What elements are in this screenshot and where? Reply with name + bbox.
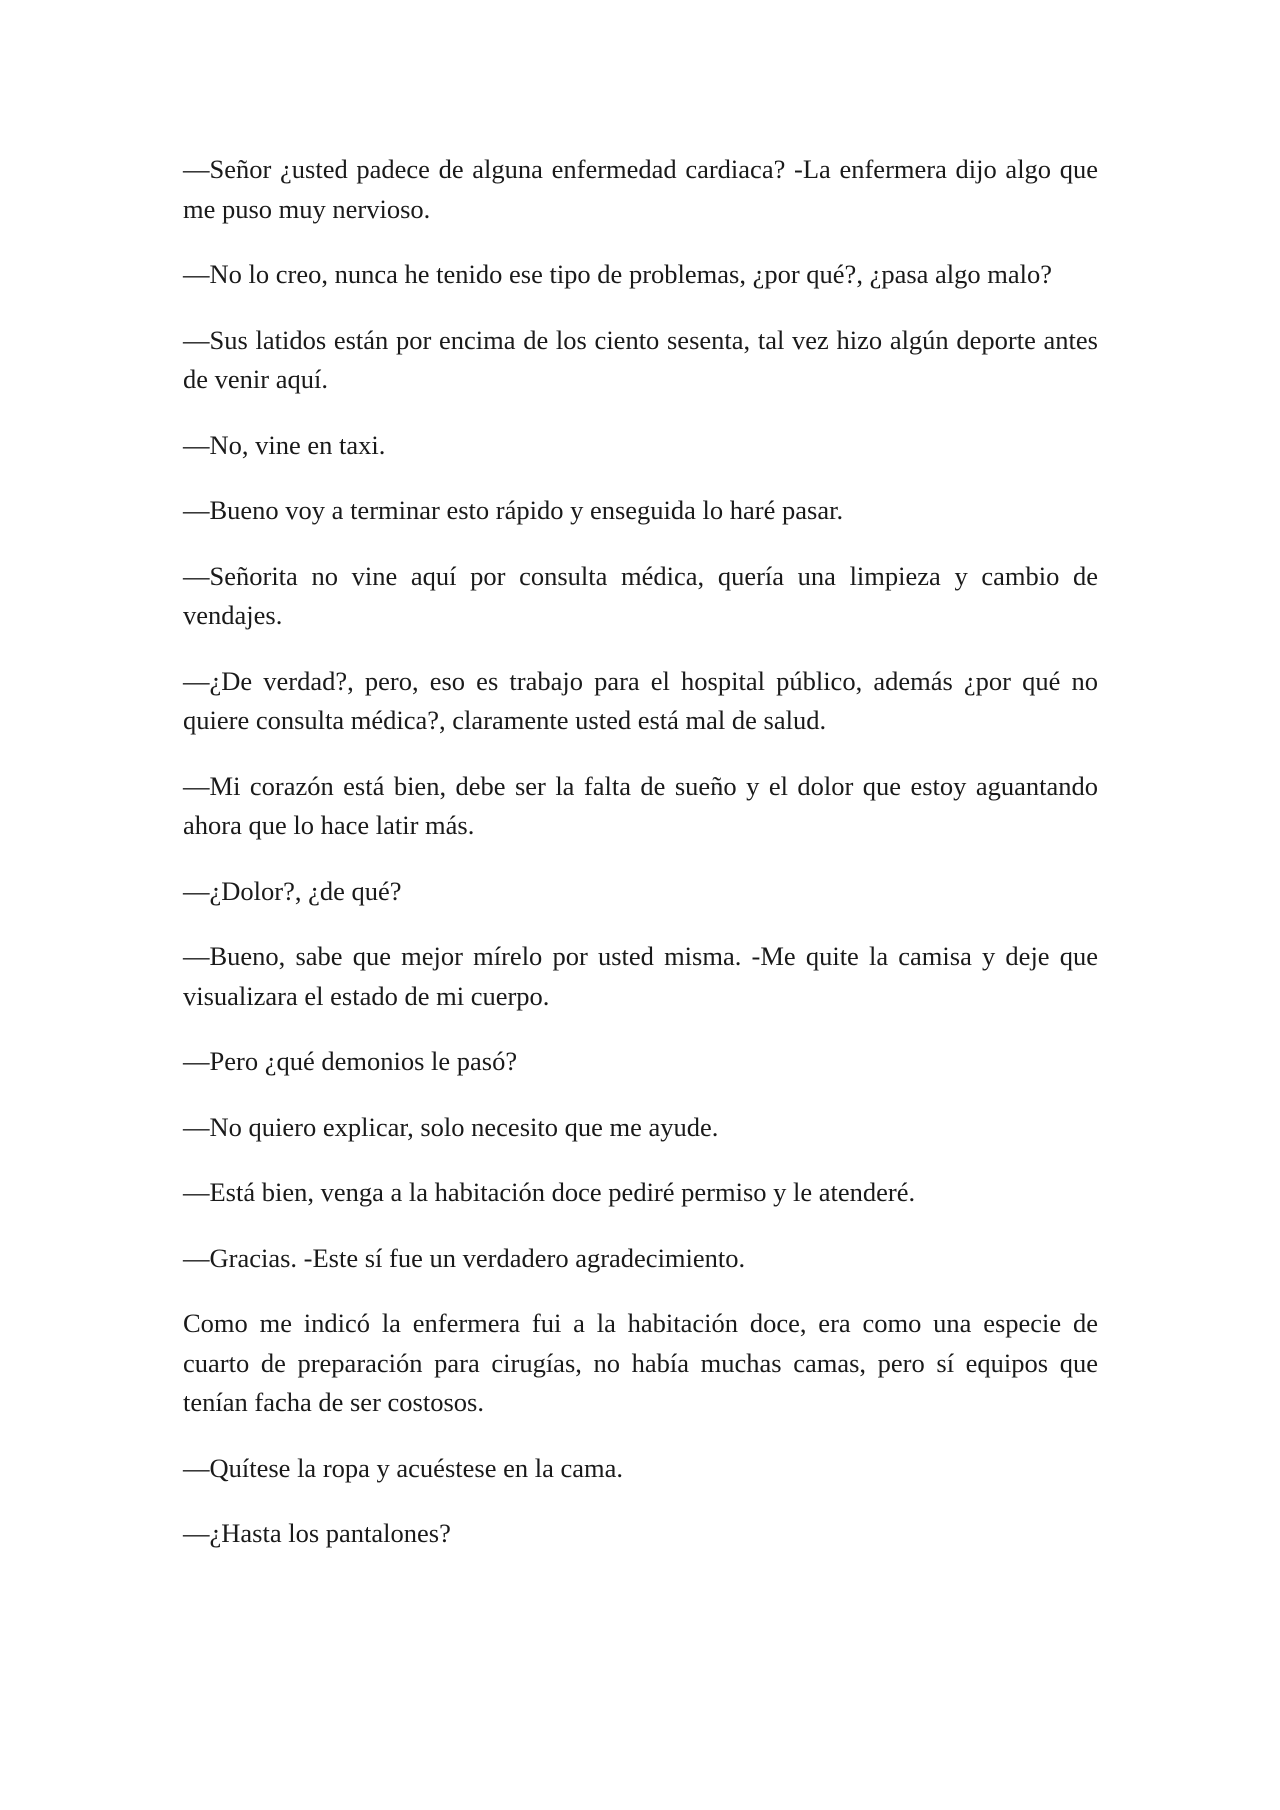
paragraph: —Señor ¿usted padece de alguna enfermedad cardiaca? -La enfermera dijo algo que me puso muy nervioso. [183, 154, 1098, 224]
paragraph: —No lo creo, nunca he tenido ese tipo de problemas, ¿por qué?, ¿pasa algo malo? [183, 259, 1053, 289]
paragraph: —Bueno voy a terminar esto rápido y enseguida lo haré pasar. [183, 495, 844, 525]
paragraph: —Señorita no vine aquí por consulta médica, quería una limpieza y cambio de vendajes. [183, 560, 1098, 630]
paragraph: —Está bien, venga a la habitación doce pediré permiso y le atenderé. [183, 1177, 916, 1207]
paragraph: —Sus latidos están por encima de los ciento sesenta, tal vez hizo algún deporte antes de venir aquí. [183, 324, 1098, 394]
paragraph: —No quiero explicar, solo necesito que me ayude. [183, 1111, 719, 1142]
paragraph: —No, vine en taxi. [183, 429, 386, 460]
paragraph: —¿Dolor?, ¿de qué? [183, 875, 402, 906]
paragraph: —Mi corazón está bien, debe ser la falta de sueño y el dolor que estoy aguantando ahora que lo hace latir más. [183, 770, 1098, 840]
paragraph: Como me indicó la enfermera fui a la habitación doce, era como una especie de cuarto de preparación para cirugías, no había muchas camas, pero sí equipos que tenían facha de ser costosos. [183, 1308, 1098, 1417]
body-text [183, 150, 1098, 1580]
paragraph: —Bueno, sabe que mejor mírelo por usted misma. -Me quite la camisa y deje que visualizara el estado de mi cuerpo. [183, 941, 1098, 1011]
paragraph: —¿Hasta los pantalones? [183, 1518, 451, 1548]
paragraph: —Gracias. -Este sí fue un verdadero agradecimiento. [183, 1242, 746, 1273]
paragraph: —Quítese la ropa y acuéstese en la cama. [183, 1452, 623, 1483]
paragraph: —¿De verdad?, pero, eso es trabajo para el hospital público, además ¿por qué no quiere consulta médica?, claramente usted está mal de salud. [183, 665, 1098, 735]
paragraph: —Pero ¿qué demonios le pasó? [183, 1046, 518, 1076]
